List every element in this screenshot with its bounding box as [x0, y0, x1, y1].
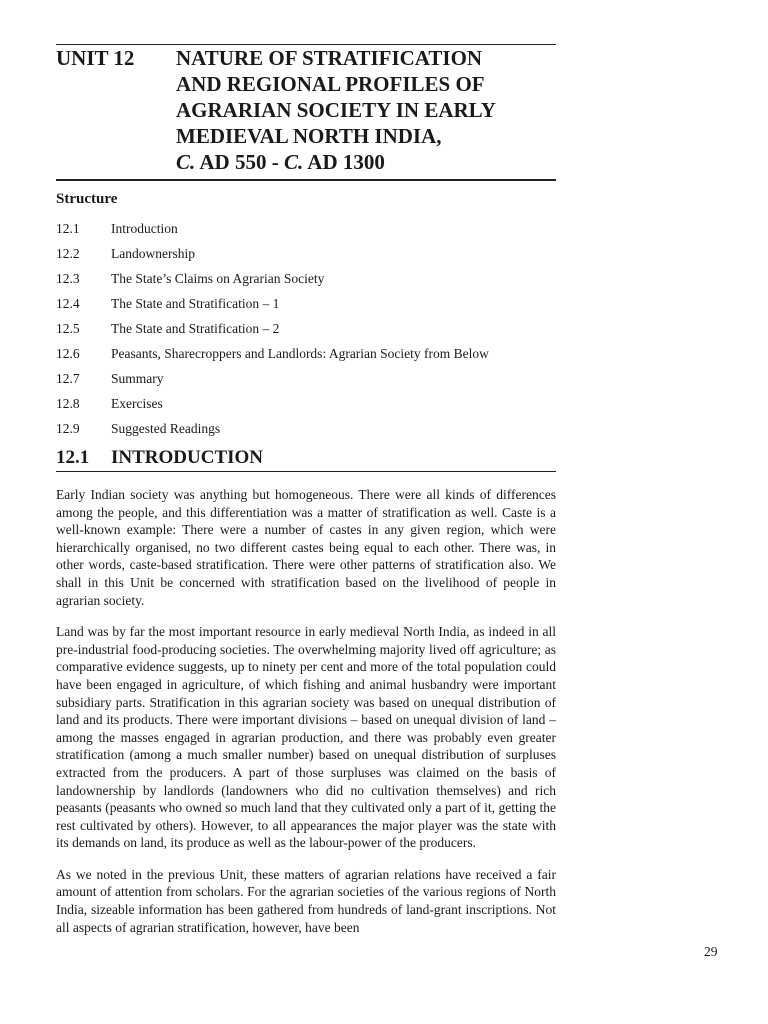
- title-line: AND REGIONAL PROFILES OF: [176, 72, 485, 96]
- section-number: 12.1: [56, 447, 90, 468]
- structure-item-number: 12.9: [56, 421, 80, 436]
- structure-item: [56, 219, 556, 244]
- structure-item: [56, 319, 556, 344]
- structure-item: [56, 269, 556, 294]
- title-line: MEDIEVAL NORTH INDIA,: [176, 124, 442, 148]
- structure-item-title: Peasants, Sharecroppers and Landlords: Agrarian Society from Below: [111, 346, 489, 361]
- period-end: AD 1300: [303, 150, 385, 174]
- structure-item-number: 12.2: [56, 246, 80, 261]
- structure-item-title: The State and Stratification – 2: [111, 321, 280, 336]
- unit-title: [176, 45, 566, 175]
- structure-item: [56, 369, 556, 394]
- period-start: AD 550 -: [195, 150, 284, 174]
- structure-item: [56, 294, 556, 319]
- section-rule: [56, 471, 556, 472]
- structure-item-title: Summary: [111, 371, 164, 386]
- structure-item-number: 12.3: [56, 271, 80, 286]
- structure-item-number: 12.8: [56, 396, 80, 411]
- title-rule: [56, 179, 556, 181]
- title-line: AGRARIAN SOCIETY IN EARLY: [176, 98, 496, 122]
- section-heading: [56, 446, 556, 470]
- structure-item-number: 12.6: [56, 346, 80, 361]
- paragraph: Land was by far the most important resource in early medieval North India, as indeed in all pre-industrial food-producing societies. The overwhelming majority lived off agriculture; as comparative evidence suggests, up to ninety per cent and more of the total population could have been engaged in agriculture, of which fishing and animal husbandry were important subsidiary parts. Stratification in this agrarian society was based on unequal distribution of land and its products. There were important divisions – based on unequal division of land – among the masses engaged in agrarian production, and there was probably even greater stratification (among a much smaller number) based on unequal distribution of surpluses extracted from the producers. A part of those surpluses was claimed on the basis of landownership by landlords (landowners who did no cultivation themselves) and rich peasants (peasants who owned so much land that they cultivated only a part of it, getting the rest cultivated by others). However, to all appearances the major player was the state with its demands on land, its produce as well as the labour-power of the producers.: [56, 624, 556, 851]
- structure-item-title: The State’s Claims on Agrarian Society: [111, 271, 325, 286]
- title-period-line: [176, 149, 566, 175]
- circa-abbrev: C.: [176, 150, 196, 174]
- structure-item-number: 12.5: [56, 321, 80, 336]
- structure-item-number: 12.1: [56, 221, 80, 236]
- unit-label: UNIT 12: [56, 46, 135, 70]
- section-title: INTRODUCTION: [111, 447, 264, 468]
- structure-item-title: Exercises: [111, 396, 163, 411]
- structure-heading: Structure: [56, 191, 118, 207]
- title-line: NATURE OF STRATIFICATION: [176, 46, 483, 70]
- section-body: [56, 486, 556, 950]
- structure-item-title: The State and Stratification – 1: [111, 296, 280, 311]
- structure-item: [56, 394, 556, 419]
- structure-item-number: 12.4: [56, 296, 80, 311]
- paragraph: Early Indian society was anything but homogeneous. There were all kinds of differences among the people, and this differentiation was a matter of stratification as well. Caste is a well-known example: There were a number of castes in any given region, which were hierarchically organised, no two different castes being equal to each other. There was, in other words, caste-based stratification. There were other patterns of stratification also. We shall in this Unit be concerned with stratification based on the livelihood of people in agrarian society.: [56, 487, 556, 608]
- circa-abbrev: C.: [283, 150, 304, 174]
- structure-item-title: Suggested Readings: [111, 421, 221, 436]
- structure-item: [56, 344, 556, 369]
- structure-item-number: 12.7: [56, 371, 80, 386]
- paragraph: As we noted in the previous Unit, these matters of agrarian relations have received a fair amount of attention from scholars. For the agrarian societies of the various regions of North India, sizeable information has been gathered from hundreds of land-grant inscriptions. Not all aspects of agrarian stratification, however, have been: [56, 866, 556, 935]
- structure-list: [56, 219, 556, 444]
- structure-item-title: Landownership: [111, 246, 195, 261]
- page-number: 29: [704, 944, 718, 959]
- structure-item: [56, 419, 556, 444]
- structure-item-title: Introduction: [111, 221, 178, 236]
- structure-item: [56, 244, 556, 269]
